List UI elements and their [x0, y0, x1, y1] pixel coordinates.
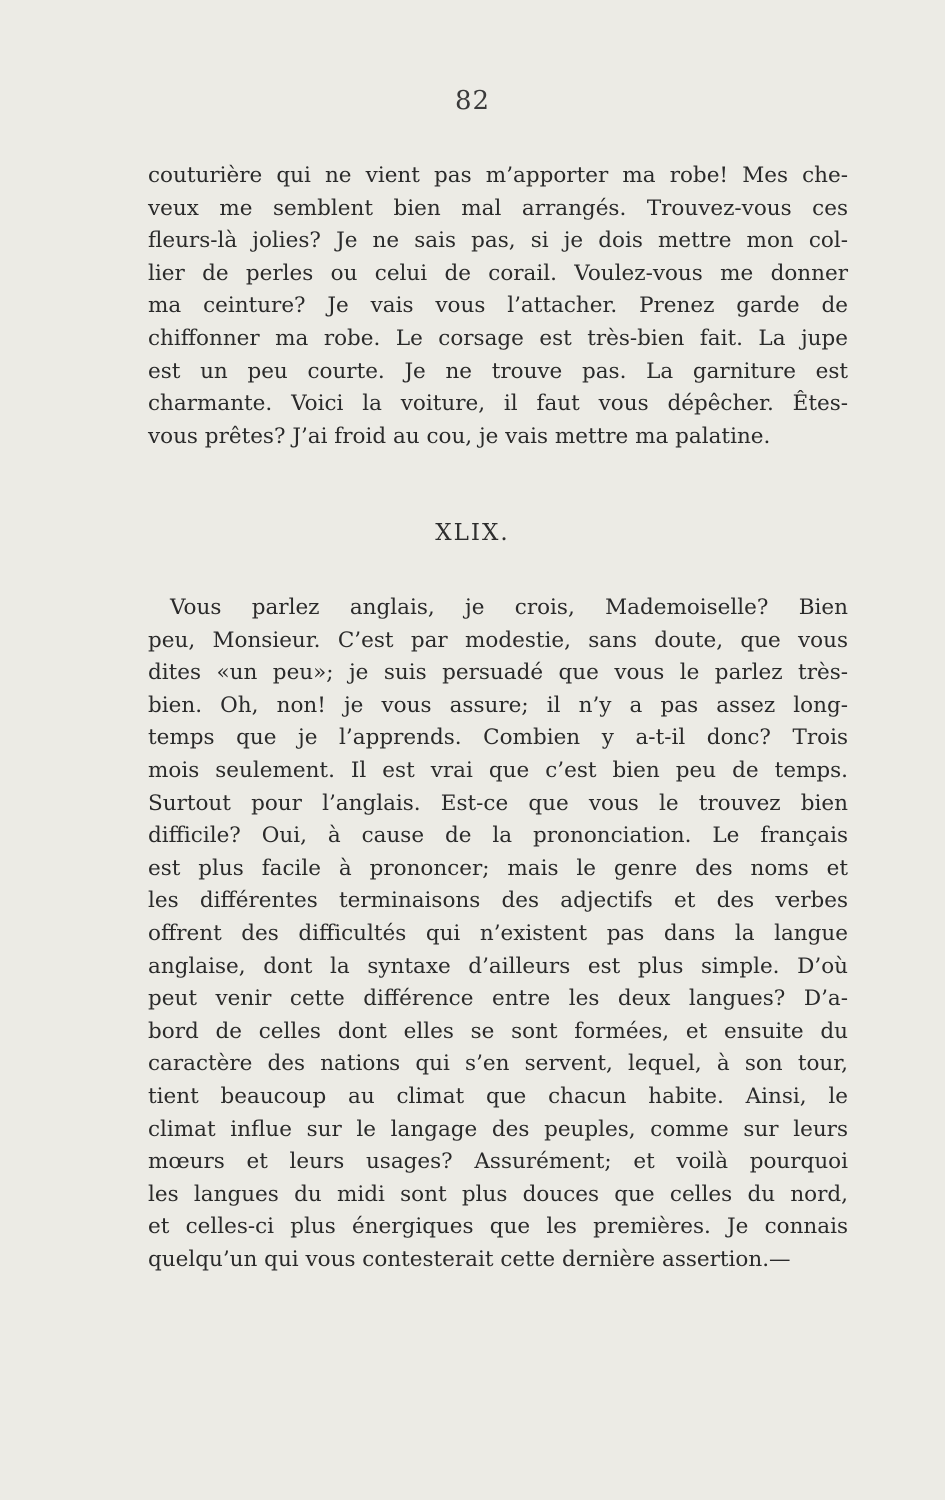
text-line: couturière qui ne vient pas m’apporter ma robe! Mes che-: [148, 163, 848, 188]
text-line: chiffonner ma robe. Le corsage est très-bien fait. La jupe: [148, 325, 848, 351]
paragraph-dialogue-languages: [148, 592, 848, 1276]
text-line: fleurs-là jolies? Je ne sais pas, si je dois mettre mon col-: [148, 228, 848, 254]
text-line: charmante. Voici la voiture, il faut vous dépêcher. Êtes-: [148, 391, 848, 417]
text-line: bien. Oh, non! je vous assure; il n’y a pas assez long-: [148, 692, 848, 718]
text-line: quelqu’un qui vous contesterait cette dernière assertion.—: [148, 1246, 791, 1272]
text-line: mois seulement. Il est vrai que c’est bien peu de temps.: [148, 757, 848, 783]
text-line: Vous parlez anglais, je crois, Mademoiselle? Bien: [170, 595, 848, 620]
text-line: tient beaucoup au climat que chacun habite. Ainsi, le: [148, 1083, 848, 1109]
paragraph-dialogue-dressing: [148, 160, 848, 453]
text-line: caractère des nations qui s’en servent, lequel, à son tour,: [148, 1051, 848, 1077]
text-line: climat influe sur le langage des peuples, comme sur leurs: [148, 1116, 848, 1142]
text-line: les langues du midi sont plus douces que celles du nord,: [148, 1181, 848, 1207]
text-line: les différentes terminaisons des adjectifs et des verbes: [148, 888, 848, 914]
text-line: dites «un peu»; je suis persuadé que vous le parlez très-: [148, 660, 848, 686]
text-line: Surtout pour l’anglais. Est-ce que vous le trouvez bien: [148, 790, 848, 816]
text-line: temps que je l’apprends. Combien y a-t-il donc? Trois: [148, 725, 848, 751]
text-line: est plus facile à prononcer; mais le genre des noms et: [148, 855, 848, 881]
text-line: est un peu courte. Je ne trouve pas. La garniture est: [148, 358, 848, 384]
text-line: bord de celles dont elles se sont formées, et ensuite du: [148, 1018, 848, 1044]
page-number: 82: [454, 86, 491, 116]
text-line: lier de perles ou celui de corail. Voulez-vous me donner: [148, 260, 848, 286]
text-line: vous prêtes? J’ai froid au cou, je vais mettre ma palatine.: [148, 423, 771, 449]
text-line: et celles-ci plus énergiques que les premières. Je connais: [148, 1214, 848, 1240]
section-heading: XLIX.: [435, 520, 510, 546]
text-line: difficile? Oui, à cause de la prononciation. Le français: [148, 823, 848, 849]
text-line: mœurs et leurs usages? Assurément; et voilà pourquoi: [148, 1149, 848, 1175]
text-line: ma ceinture? Je vais vous l’attacher. Prenez garde de: [148, 293, 848, 319]
text-line: peut venir cette différence entre les deux langues? D’a-: [148, 986, 848, 1012]
text-line: peu, Monsieur. C’est par modestie, sans doute, que vous: [148, 627, 848, 653]
text-line: veux me semblent bien mal arrangés. Trouvez-vous ces: [148, 195, 848, 221]
text-line: anglaise, dont la syntaxe d’ailleurs est plus simple. D’où: [148, 953, 848, 979]
text-line: offrent des difficultés qui n’existent pas dans la langue: [148, 920, 848, 946]
